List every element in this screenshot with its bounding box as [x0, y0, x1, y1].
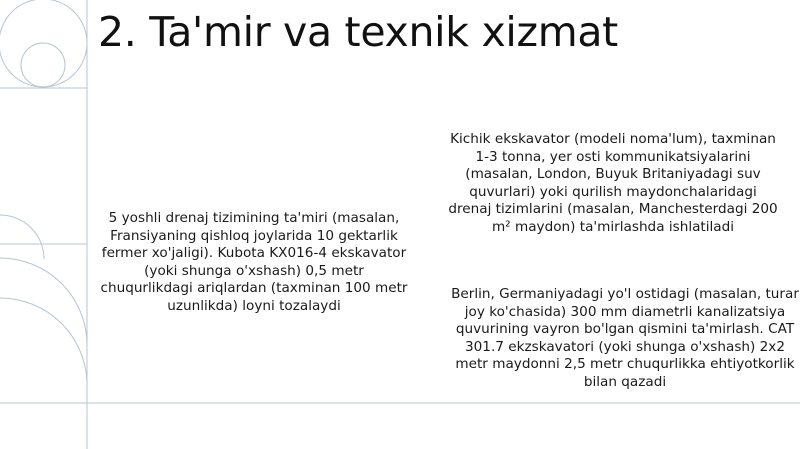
arch-upper [0, 258, 87, 345]
text-block-right-top: Kichik ekskavator (modeli noma'lum), taxminan 1-3 tonna, yer osti kommunikatsiyalarini (masalan, London, Buyuk Britaniyadagi suv quvurlari) yoki qurilish maydonchalaridagi drenaj tizimlarini (masalan, Manchesterdagi 200 m² maydon) ta'mirlashda ishlatiladi [448, 131, 778, 235]
inner-circle [21, 43, 65, 87]
arch-left-curve [0, 215, 44, 259]
text-block-right-bottom: Berlin, Germaniyadagi yo'l ostidagi (masalan, turar joy ko'chasida) 300 mm diametrli kanalizatsiya quvurining vayron bo'lgan qismini ta'mirlash. CAT 301.7 ekzskavatori (yoki shunga o'xshash) 2x2 metr maydonni 2,5 metr chuqurlikka ehtiyotkorlik bilan qazadi [451, 286, 799, 390]
arch-lower [0, 298, 87, 385]
text-block-left: 5 yoshli drenaj tizimining ta'miri (masalan, Fransiyaning qishloq joylarida 10 gektarlik fermer xo'jaligi). Kubota KX016-4 ekskavator (yoki shunga o'xshash) 0,5 metr chuqurlikdagi ariqlardan (taxminan 100 metr uzunlikda) loyni tozalaydi [100, 210, 408, 314]
slide-title: 2. Ta'mir va texnik xizmat [98, 8, 618, 56]
